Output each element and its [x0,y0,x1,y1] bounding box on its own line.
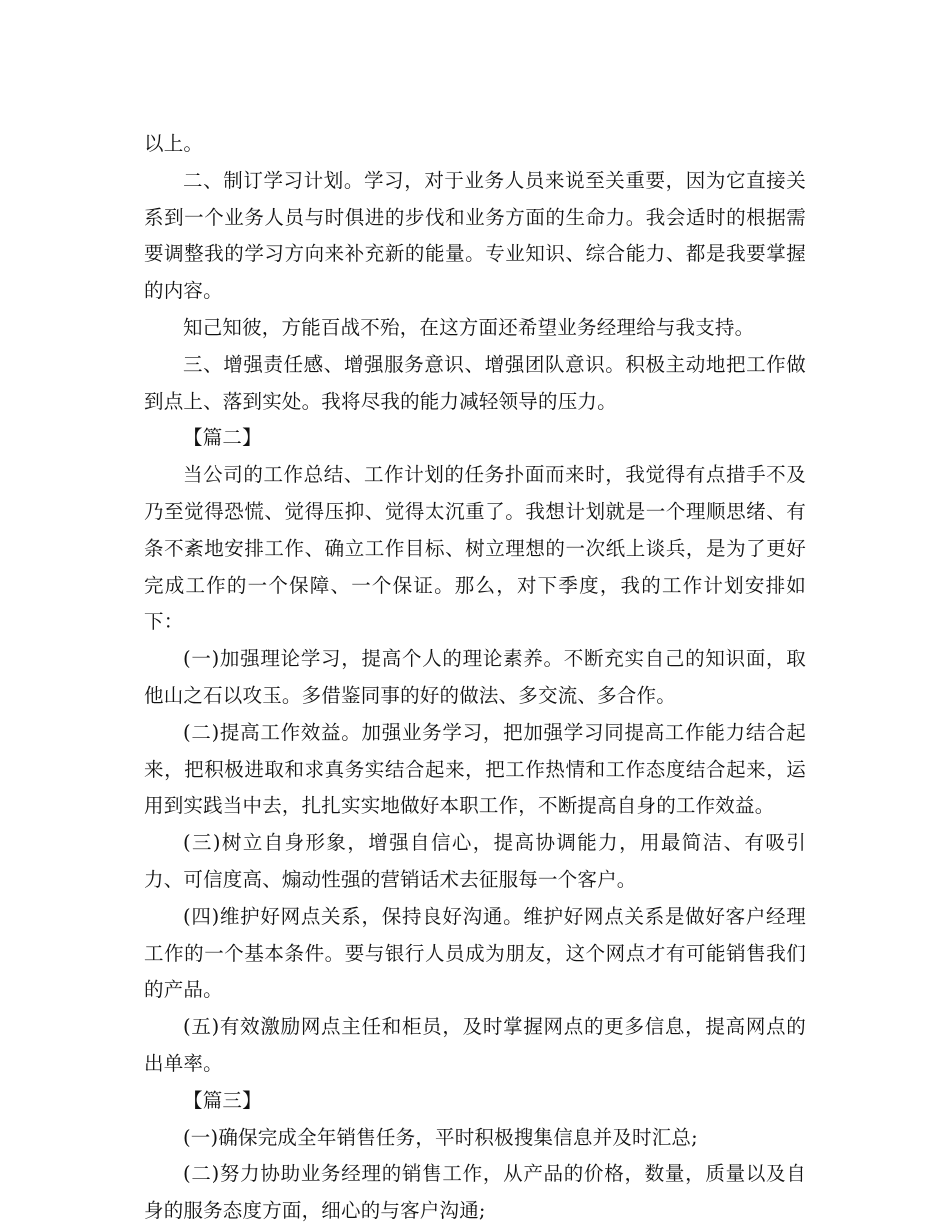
paragraph-item-three: (三)树立自身形象，增强自信心，提高协调能力，用最简洁、有吸引力、可信度高、煽动性强的营销话术去征服每一个客户。 [144,831,806,891]
paragraph-item-five: (五)有效激励网点主任和柜员，及时掌握网点的更多信息，提高网点的出单率。 [144,1015,806,1075]
paragraph-item-one: (一)加强理论学习，提高个人的理论素养。不断充实自己的知识面，取他山之石以攻玉。多借鉴同事的好的做法、多交流、多合作。 [144,647,806,707]
paragraph-continuation: 以上。 [144,132,204,155]
section-heading-part-two: 【篇二】 [183,426,262,450]
paragraph-item-two: (二)提高工作效益。加强业务学习，把加强学习同提高工作能力结合起来，把积极进取和求真务实结合起来，把工作热情和工作态度结合起来，运用到实践当中去，扎扎实实地做好本职工作，不断提高自身的工作效益。 [144,720,806,818]
document-body [144,126,806,1230]
paragraph-item-four: (四)维护好网点关系，保持良好沟通。维护好网点关系是做好客户经理工作的一个基本条件。要与银行人员成为朋友，这个网点才有可能销售我们的产品。 [144,904,806,1002]
paragraph-assist-manager: (二)努力协助业务经理的销售工作，从产品的价格，数量，质量以及自身的服务态度方面，细心的与客户沟通; [144,1162,806,1223]
paragraph-work-plan-intro: 当公司的工作总结、工作计划的任务扑面而来时，我觉得有点措手不及乃至觉得恐慌、觉得压抑、觉得太沉重了。我想计划就是一个理顺思绪、有条不紊地安排工作、确立工作目标、树立理想的一次纸上谈兵，是为了更好完成工作的一个保障、一个保证。那么，对下季度，我的工作计划安排如下： [144,463,806,634]
paragraph-know-yourself: 知己知彼，方能百战不殆，在这方面还希望业务经理给与我支持。 [183,315,755,339]
section-heading-part-three: 【篇三】 [183,1088,262,1112]
paragraph-sales-task: (一)确保完成全年销售任务，平时积极搜集信息并及时汇总; [183,1125,698,1149]
paragraph-responsibility: 三、增强责任感、增强服务意识、增强团队意识。积极主动地把工作做到点上、落到实处。我将尽我的能力减轻领导的压力。 [144,352,806,413]
paragraph-study-plan: 二、制订学习计划。学习，对于业务人员来说至关重要，因为它直接关系到一个业务人员与时俱进的步伐和业务方面的生命力。我会适时的根据需要调整我的学习方向来补充新的能量。专业知识、综合能力、都是我要掌握的内容。 [144,168,806,303]
